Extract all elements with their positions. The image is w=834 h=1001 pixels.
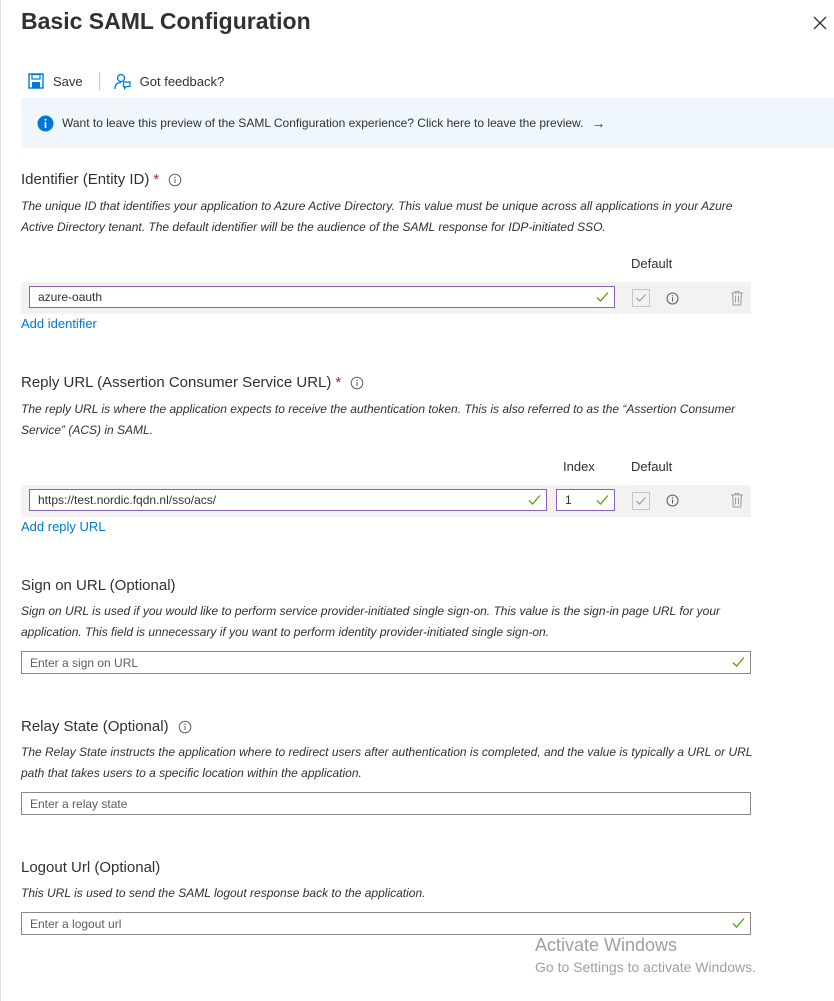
reply-url-input[interactable]: [29, 489, 547, 511]
checkmark-icon: [635, 292, 647, 304]
logout-url-placeholder: Enter a logout url: [30, 916, 122, 931]
identifier-value: azure-oauth: [38, 290, 103, 304]
relay-state-title: [21, 718, 192, 735]
activate-windows-subtext: Go to Settings to activate Windows.: [535, 959, 756, 975]
sign-on-url-input[interactable]: [21, 651, 751, 674]
reply-url-description: The reply URL is where the application expects to receive the authentication token. This is also referred to as the “Assertion Consumer Service” (ACS) in SAML.: [21, 402, 736, 437]
info-icon[interactable]: [178, 720, 192, 734]
toolbar-separator: [99, 72, 100, 90]
identifier-title-text: Identifier (Entity ID): [21, 171, 150, 188]
info-icon[interactable]: [666, 292, 679, 305]
save-icon: [28, 73, 44, 89]
preview-banner[interactable]: [21, 98, 834, 148]
save-label: Save: [53, 73, 83, 89]
logout-url-title-text: Logout Url (Optional): [21, 859, 161, 876]
add-reply-url-link[interactable]: Add reply URL: [21, 519, 106, 534]
banner-text: Want to leave this preview of the SAML Configuration experience? Click here to leave the preview.: [62, 116, 584, 130]
toolbar: [28, 69, 224, 93]
sign-on-description: Sign on URL is used if you would like to perform service provider-initiated single sign-on. This value is the sign-in page URL for your application. This field is unnecessary if you want to perform identity provider-initiated single sign-on.: [21, 604, 721, 639]
info-icon[interactable]: [666, 494, 679, 507]
relay-state-title-text: Relay State (Optional): [21, 718, 169, 735]
info-icon[interactable]: [350, 376, 364, 390]
info-icon[interactable]: [168, 173, 182, 187]
reply-url-index-input[interactable]: [556, 489, 615, 511]
activate-windows-watermark: Activate Windows: [535, 935, 678, 955]
trash-icon[interactable]: [730, 492, 744, 508]
close-icon: [810, 13, 830, 33]
add-identifier-link[interactable]: Add identifier: [21, 316, 97, 331]
reply-url-title-text: Reply URL (Assertion Consumer Service URL): [21, 374, 332, 391]
sign-on-title: [21, 577, 176, 594]
trash-icon[interactable]: [730, 290, 744, 306]
reply-url-index-value: 1: [565, 493, 572, 507]
reply-url-value: https://test.nordic.fqdn.nl/sso/acs/: [38, 493, 217, 507]
sign-on-placeholder: Enter a sign on URL: [30, 655, 139, 670]
checkmark-icon: [732, 917, 745, 929]
checkmark-icon: [596, 291, 609, 303]
logout-url-title: [21, 859, 160, 876]
info-icon: [37, 115, 54, 132]
feedback-label: Got feedback?: [139, 73, 225, 89]
save-button[interactable]: [28, 73, 83, 89]
identifier-title: [21, 171, 182, 188]
checkmark-icon: [732, 656, 745, 668]
close-button[interactable]: [810, 13, 830, 33]
required-mark: *: [153, 171, 160, 188]
sign-on-title-text: Sign on URL (Optional): [21, 577, 176, 594]
relay-state-placeholder: Enter a relay state: [30, 796, 128, 811]
logout-url-input[interactable]: [21, 912, 751, 935]
feedback-icon: [114, 73, 131, 90]
checkmark-icon: [528, 494, 541, 506]
checkmark-icon: [635, 495, 647, 507]
required-mark: *: [335, 374, 342, 391]
identifier-input[interactable]: [29, 286, 615, 308]
identifier-default-header: Default: [631, 256, 673, 271]
panel-left-border: [0, 0, 1, 1001]
identifier-default-checkbox[interactable]: [632, 289, 650, 307]
relay-state-description: The Relay State instructs the application where to redirect users after authentication is completed, and the value is typically a URL or URL path that takes users to a specific location within the application.: [21, 745, 753, 780]
checkmark-icon: [596, 494, 609, 506]
reply-url-title: [21, 374, 364, 391]
relay-state-input[interactable]: [21, 792, 751, 815]
page-title: Basic SAML Configuration: [21, 8, 311, 34]
feedback-button[interactable]: [114, 73, 225, 90]
logout-url-description: This URL is used to send the SAML logout response back to the application.: [21, 886, 426, 900]
reply-url-default-checkbox[interactable]: [632, 492, 650, 510]
reply-url-index-header: Index: [563, 459, 595, 474]
identifier-description: The unique ID that identifies your application to Azure Active Directory. This value must be unique across all applications in your Azure Active Directory tenant. The default identifier will be the audience of the SAML response for IDP-initiated SSO.: [21, 199, 733, 234]
arrow-right-icon: →: [591, 115, 606, 131]
reply-url-default-header: Default: [631, 459, 673, 474]
